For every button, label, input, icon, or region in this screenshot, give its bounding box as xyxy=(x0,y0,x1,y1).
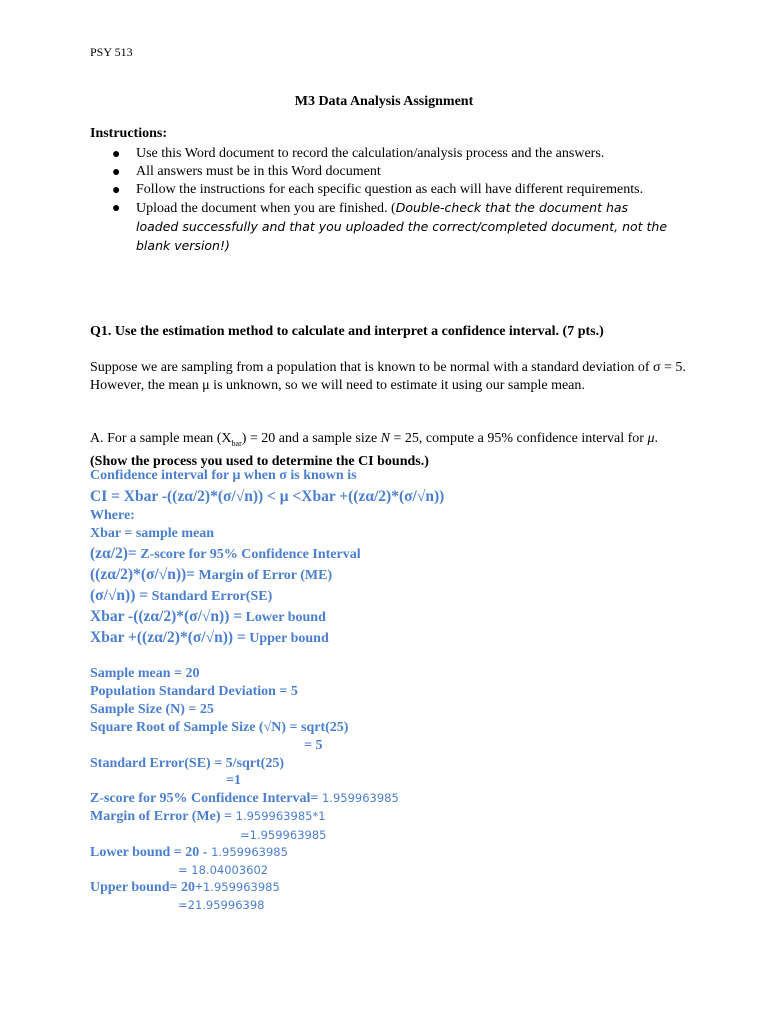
calc-z-score: Z-score for 95% Confidence Interval= 1.959963985 xyxy=(90,791,399,806)
calc-upper-bound-result: =21.95996398 xyxy=(178,898,265,912)
q1-heading: Q1. Use the estimation method to calculate and interpret a confidence interval. (7 pts.) xyxy=(90,324,604,339)
list-item: ● All answers must be in this Word document xyxy=(112,164,381,180)
bullet-icon: ● xyxy=(112,147,121,162)
instructions-heading: Instructions: xyxy=(90,126,168,141)
answer-where: Where: xyxy=(90,508,135,523)
calc-me: Margin of Error (Me) = 1.959963985*1 xyxy=(90,809,326,824)
list-item: ● Follow the instructions for each specific question as each will have different requirements. xyxy=(112,182,644,198)
list-item: ● Upload the document when you are finished. (Double-check that the document has loaded successfully and that you uploaded the correct/completed document, not the blank version!) xyxy=(112,200,668,253)
calc-pop-sd: Population Standard Deviation = 5 xyxy=(90,684,298,699)
calc-sample-size: Sample Size (N) = 25 xyxy=(90,702,214,717)
list-item: ● Use this Word document to record the calculation/analysis process and the answers. xyxy=(112,146,605,162)
answer-upper-def: Xbar +((zα/2)*(σ/√n)) = Upper bound xyxy=(90,629,329,646)
calc-lower-bound: Lower bound = 20 - 1.959963985 xyxy=(90,845,288,860)
calc-upper-bound: Upper bound= 20+1.959963985 xyxy=(90,880,280,895)
calc-sample-mean: Sample mean = 20 xyxy=(90,666,200,681)
bullet-icon: ● xyxy=(112,183,121,198)
calc-lower-bound-result: = 18.04003602 xyxy=(178,863,269,877)
q1-intro: Suppose we are sampling from a population that is known to be normal with a standard deviation of σ = 5. However, the mean μ is unknown, so we will need to estimate it using our sample mean. xyxy=(90,360,686,393)
calc-sqrt-n: Square Root of Sample Size (√N) = sqrt(25) xyxy=(90,720,349,735)
calc-se: Standard Error(SE) = 5/sqrt(25) xyxy=(90,756,284,771)
calc-se-result: =1 xyxy=(226,773,241,788)
answer-ci-formula: CI = Xbar -((zα/2)*(σ/√n)) < μ <Xbar +((zα/2)*(σ/√n)) xyxy=(90,488,445,505)
answer-xbar-def: Xbar = sample mean xyxy=(90,526,214,541)
calc-sqrt-n-result: = 5 xyxy=(304,738,323,753)
bullet-icon: ● xyxy=(112,165,121,180)
page-title: M3 Data Analysis Assignment xyxy=(294,94,474,109)
answer-lower-def: Xbar -((zα/2)*(σ/√n)) = Lower bound xyxy=(90,608,326,625)
answer-line-1: Confidence interval for μ when σ is known is xyxy=(90,468,357,483)
bullet-icon: ● xyxy=(112,201,121,216)
calc-me-result: =1.959963985 xyxy=(240,828,327,842)
answer-me-def: ((zα/2)*(σ/√n))= Margin of Error (ME) xyxy=(90,566,333,583)
answer-z-def: (zα/2)= Z-score for 95% Confidence Interval xyxy=(90,545,361,562)
answer-se-def: (σ/√n)) = Standard Error(SE) xyxy=(90,587,273,604)
instructions-list xyxy=(112,145,672,256)
header-course: PSY 513 xyxy=(90,45,133,59)
q1-part-a: A. For a sample mean $(X_{bar}) = 20$ and a sample size N = 25, compute a 95% confidence interval for μ. (Show the process you used to determine the CI bounds.) xyxy=(90,431,658,469)
